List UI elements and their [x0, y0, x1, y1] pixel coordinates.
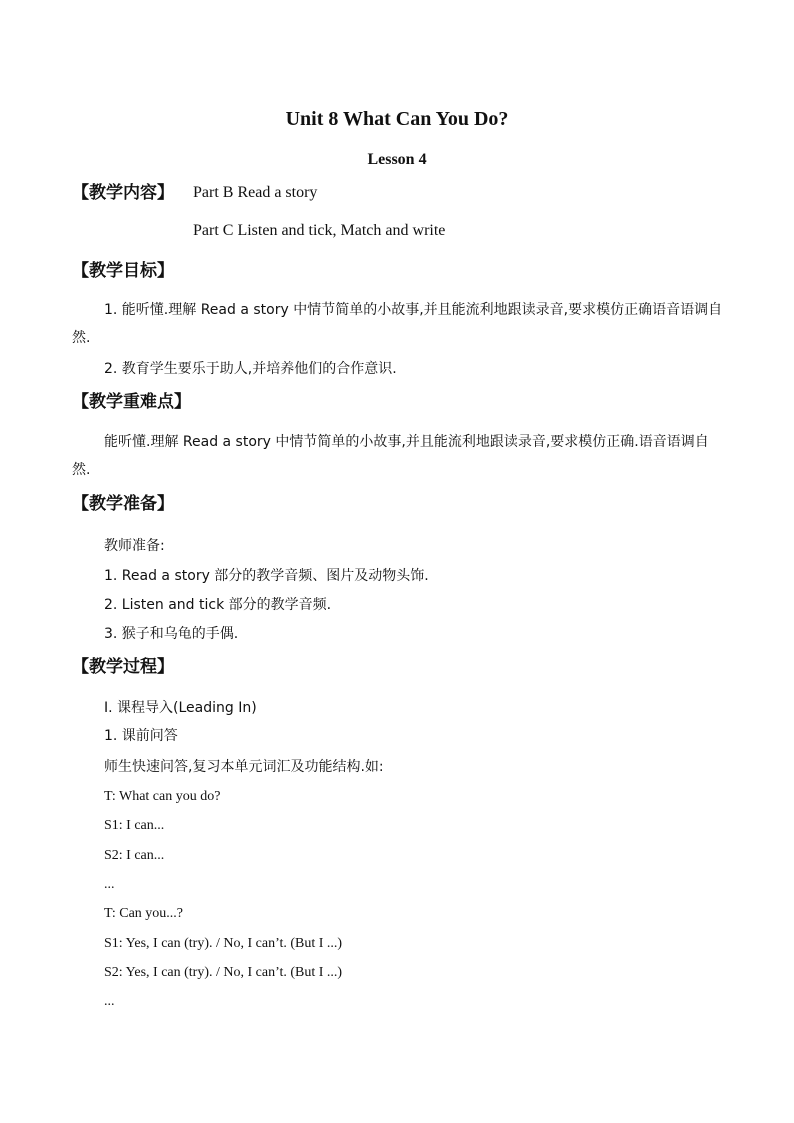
key-points-heading: 【教学重难点】 [72, 392, 191, 412]
dialog-line: S2: Yes, I can (try). / No, I can’t. (But I ...) [104, 965, 343, 980]
objective-item-2: 2. 教育学生要乐于助人,并培养他们的合作意识. [104, 361, 397, 377]
process-section-1: Ⅰ. 课程导入(Leading In) [104, 700, 257, 716]
dialog-line: ... [104, 877, 115, 892]
objectives-heading: 【教学目标】 [72, 261, 174, 281]
dialog-line: S1: I can... [104, 818, 165, 833]
process-step-1-desc: 师生快速问答,复习本单元词汇及功能结构.如: [104, 759, 384, 775]
process-heading: 【教学过程】 [72, 657, 174, 677]
preparation-heading: 【教学准备】 [72, 494, 174, 514]
process-step-1: 1. 课前问答 [104, 728, 178, 744]
preparation-intro: 教师准备: [104, 538, 165, 554]
content-line-1: Part B Read a story [193, 184, 318, 201]
content-line-2: Part C Listen and tick, Match and write [193, 222, 446, 239]
content-heading: 【教学内容】 [72, 183, 174, 203]
dialog-line: S2: I can... [104, 848, 165, 863]
dialog-line: S1: Yes, I can (try). / No, I can’t. (But I ...) [104, 936, 343, 951]
preparation-item-1: 1. Read a story 部分的教学音频、图片及动物头饰. [104, 568, 429, 584]
lesson-subtitle: Lesson 4 [367, 151, 427, 168]
preparation-item-3: 3. 猴子和乌龟的手偶. [104, 626, 239, 642]
key-points-text: 能听懂.理解 Read a story 中情节简单的小故事,并且能流利地跟读录音,要求模仿正确.语音语调自然. [72, 434, 709, 478]
dialog-line: T: Can you...? [104, 906, 184, 921]
document-title: Unit 8 What Can You Do? [285, 108, 509, 130]
preparation-item-2: 2. Listen and tick 部分的教学音频. [104, 597, 332, 613]
objective-item-1: 1. 能听懂.理解 Read a story 中情节简单的小故事,并且能流利地跟读录音,要求模仿正确语音语调自然. [72, 302, 723, 346]
dialog-line: T: What can you do? [104, 789, 221, 804]
dialog-line: ... [104, 994, 115, 1009]
